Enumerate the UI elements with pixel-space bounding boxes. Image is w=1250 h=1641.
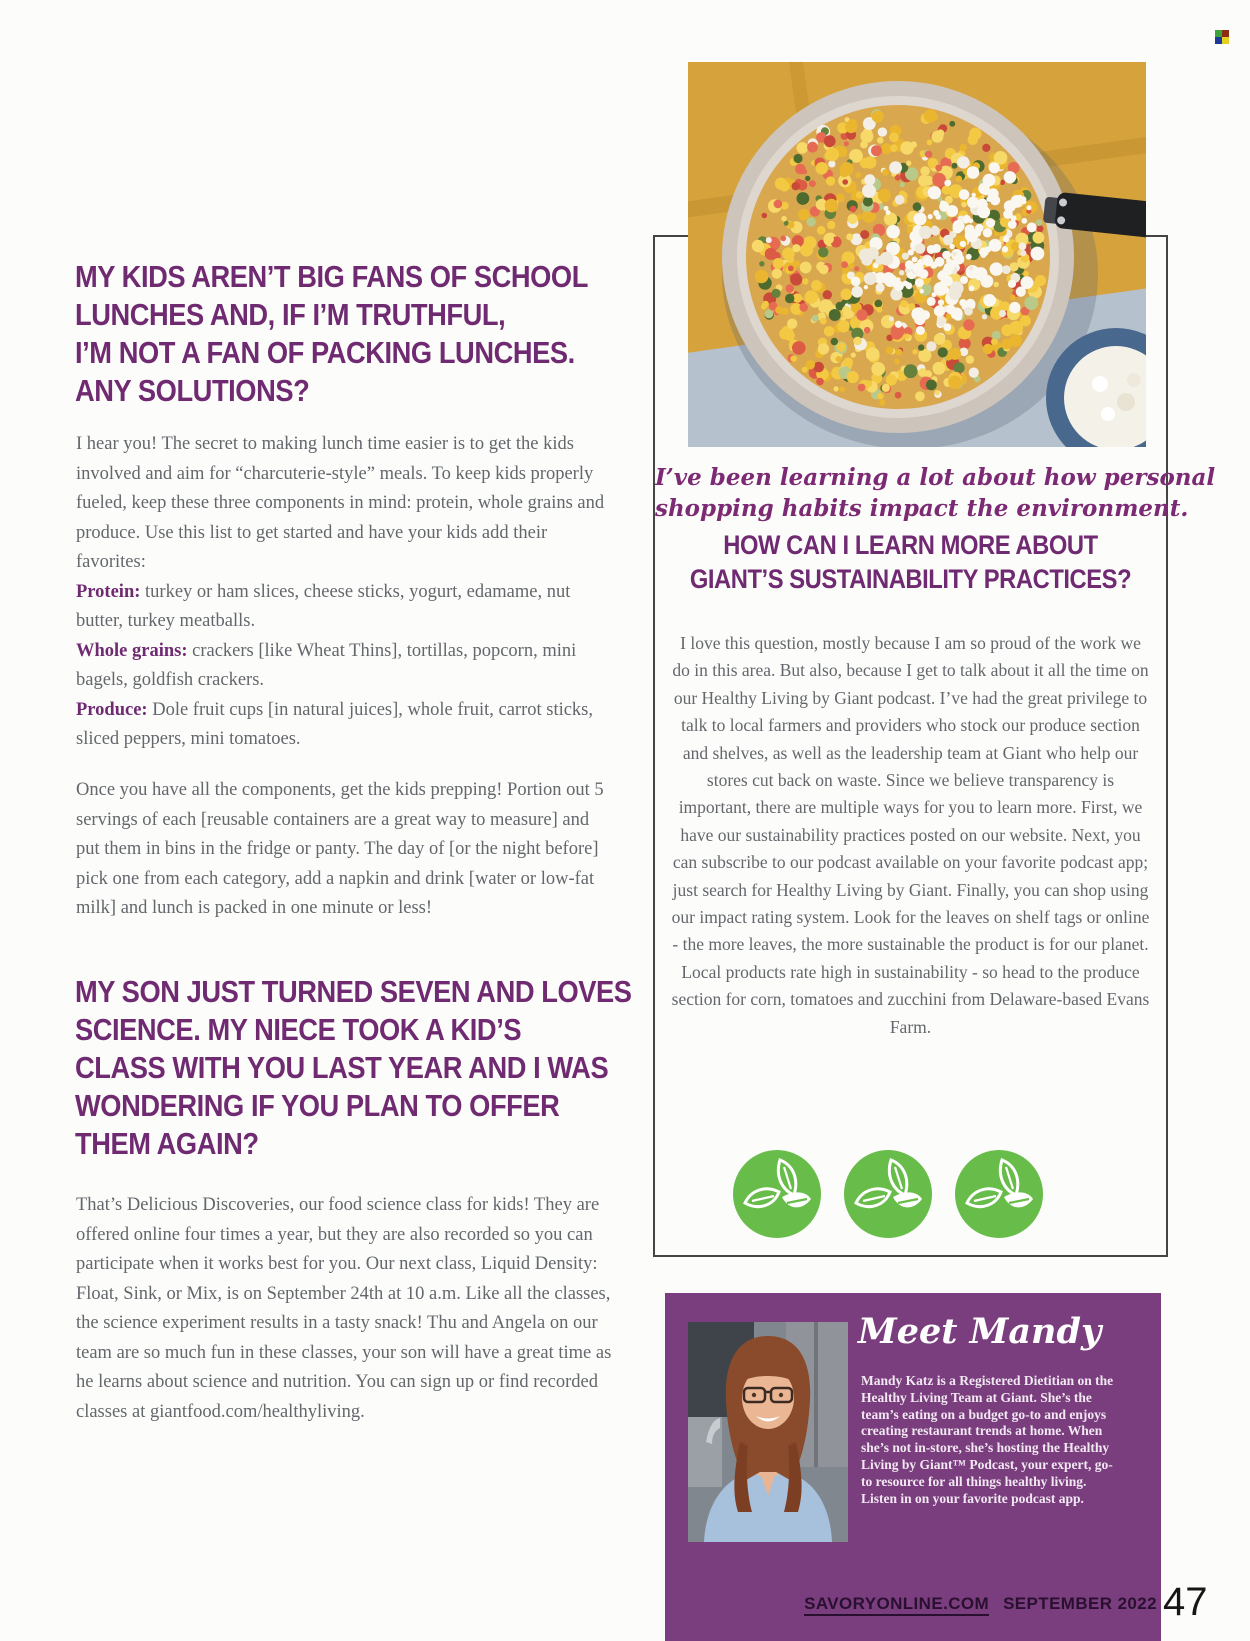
quote-line: shopping habits impact the environment.: [655, 495, 1189, 522]
footer-issue-date: SEPTEMBER 2022: [1003, 1594, 1157, 1613]
heading-line: WONDERING IF YOU PLAN TO OFFER: [75, 1088, 560, 1123]
heading-line: HOW CAN I LEARN MORE ABOUT: [723, 530, 1098, 560]
heading-line: LUNCHES AND, IF I’M TRUTHFUL,: [75, 297, 506, 332]
answer-2-text: That’s Delicious Discoveries, our food science class for kids! They are offered online four times a year, but they are also recorded so you can participate when it works best for you. Our next class, Liquid Density: Float, Sink, or Mix, is on September 24th at 10 a.m. Like all the classes, the science experiment results in a tasty snack! Thu and Angela on our team are so much fun in these classes, your son will have a great time as he learns about science and nutrition. You can sign up or find recorded classes at giantfood.com/healthyliving.: [76, 1195, 612, 1422]
heading-line: ANY SOLUTIONS?: [75, 373, 310, 408]
heading-line: MY SON JUST TURNED SEVEN AND LOVES: [75, 974, 632, 1009]
component-label: Whole grains:: [76, 640, 188, 661]
skillet-succotash-photo: [688, 62, 1146, 447]
registration-mark-icon: [1215, 30, 1229, 44]
heading-line: I’M NOT A FAN OF PACKING LUNCHES.: [75, 335, 575, 370]
answer-1-text: [76, 430, 616, 755]
quote-line: I’ve been learning a lot about how personal: [655, 464, 1216, 491]
pull-quote: [655, 462, 1216, 524]
mandy-portrait-photo: [688, 1322, 848, 1542]
component-whole-grains: Whole grains: crackers [like Wheat Thins], tortillas, popcorn, mini bagels, goldfish crackers.: [76, 640, 577, 690]
meet-mandy-heading: Meet Mandy: [858, 1311, 1102, 1352]
giantfood-healthyliving-link[interactable]: giantfood.com/healthyliving: [149, 1401, 361, 1422]
sustainability-leaf-icon: [955, 1150, 1043, 1238]
sustainability-leaf-icon: [733, 1150, 821, 1238]
answer-1-intro: I hear you! The secret to making lunch time easier is to get the kids involved and aim for “charcuterie-style” meals. To keep kids properly fueled, keep these three components in mind: protein, whole grains and produce. Use this list to get started and have your kids add their favorites:: [76, 434, 605, 572]
sustainability-leaf-rating: [733, 1150, 1043, 1238]
heading-line: MY KIDS AREN’T BIG FANS OF SCHOOL: [75, 259, 588, 294]
question-1-heading: [75, 258, 603, 410]
answer-1-outro: Once you have all the components, get the kids prepping! Portion out 5 servings of each [reusable containers are a great way to measure] and put them in bins in the fridge or panty. The day of [or the night before] pick one from each category, add a napkin and drink [water or low-fat milk] and lunch is packed in one minute or less!: [76, 780, 604, 918]
footer-website-link[interactable]: SAVORYONLINE.COM: [804, 1594, 989, 1616]
question-3-heading: [684, 528, 1137, 596]
page-number: 47: [1163, 1580, 1208, 1624]
component-protein: Protein: turkey or ham slices, cheese sticks, yogurt, edamame, nut butter, turkey meatballs.: [76, 581, 571, 631]
heading-line: CLASS WITH YOU LAST YEAR AND I WAS: [75, 1050, 609, 1085]
component-label: Produce:: [76, 699, 148, 720]
component-label: Protein:: [76, 581, 141, 602]
heading-line: SCIENCE. MY NIECE TOOK A KID’S: [75, 1012, 522, 1047]
question-2-heading: [75, 973, 632, 1163]
meet-mandy-box: [665, 1293, 1161, 1641]
answer-3-text: I love this question, mostly because I am so proud of the work we do in this area. But also, because I get to talk about it all the time on our Healthy Living by Giant podcast. I’ve had the great privilege to talk to local farmers and providers who stock our produce section and shelves, as well as the leadership team at Giant who help our stores cut back on waste. Since we believe transparency is important, there are multiple ways for you to learn more. First, we have our sustainability practices posted on our website. Next, you can subscribe to our podcast available on your favorite podcast app; just search for Healthy Living by Giant. Finally, you can shop using our impact rating system. Look for the leaves on shelf tags or online - the more leaves, the more sustainable the product is for our planet. Local products rate high in sustainability - so head to the produce section for corn, tomatoes and zucchini from Delaware-based Evans Farm.: [671, 633, 1150, 1037]
component-produce: Produce: Dole fruit cups [in natural juices], whole fruit, carrot sticks, sliced peppers, mini tomatoes.: [76, 699, 594, 749]
heading-line: GIANT’S SUSTAINABILITY PRACTICES?: [689, 564, 1132, 594]
heading-line: THEM AGAIN?: [75, 1126, 259, 1161]
footer: [665, 1594, 1157, 1614]
sustainability-leaf-icon: [844, 1150, 932, 1238]
food-photo-illustration: [688, 62, 1146, 447]
mandy-portrait-illustration: [688, 1322, 848, 1542]
mandy-bio-text: Mandy Katz is a Registered Dietitian on the Healthy Living Team at Giant. She’s the team’s eating on a budget go-to and enjoys creating restaurant trends at home. When she’s not in-store, she’s hosting the Healthy Living by Giant™ Podcast, your expert, go-to resource for all things healthy living. Listen in on your favorite podcast app.: [861, 1373, 1114, 1506]
